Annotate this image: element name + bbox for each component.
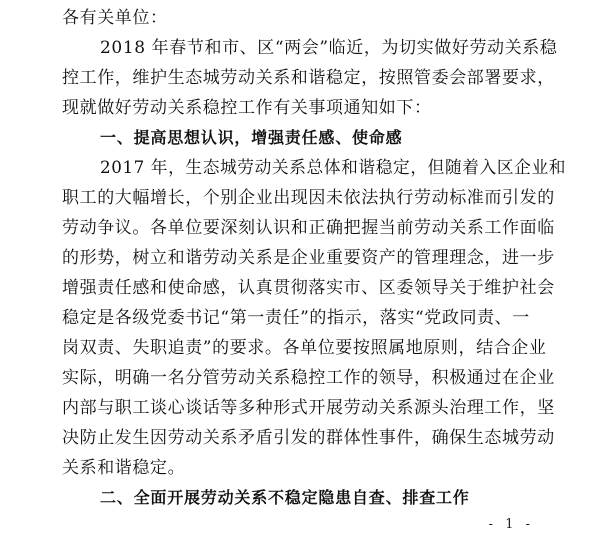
paragraph-line: 稳定是各级党委书记“第一责任”的指示，落实“党政同责、一 <box>62 308 530 328</box>
intro-line: 2018 年春节和市、区“两会”临近，为切实做好劳动关系稳 <box>100 38 558 58</box>
paragraph-line: 2017 年，生态城劳动关系总体和谐稳定，但随着入区企业和 <box>100 158 567 178</box>
paragraph-line: 劳动争议。各单位要深刻认识和正确把握当前劳动关系工作面临 <box>62 218 555 238</box>
paragraph-line: 决防止发生因劳动关系矛盾引发的群体性事件，确保生态城劳动 <box>62 428 555 448</box>
paragraph-line: 增强责任感和使命感，认真贯彻落实市、区委领导关于维护社会 <box>62 278 555 298</box>
section-heading: 一、提高思想认识，增强责任感、使命感 <box>100 128 403 147</box>
paragraph-line: 内部与职工谈心谈话等多种形式开展劳动关系源头治理工作，坚 <box>62 398 555 418</box>
page-number: - 1 - <box>488 517 534 532</box>
paragraph-line: 的形势，树立和谐劳动关系是企业重要资产的管理理念，进一步 <box>62 248 555 268</box>
salutation: 各有关单位： <box>62 8 168 28</box>
paragraph-line: 关系和谐稳定。 <box>62 458 186 478</box>
intro-line: 现就做好劳动关系稳控工作有关事项通知如下： <box>62 98 432 118</box>
paragraph-line: 实际，明确一名分管劳动关系稳控工作的领导，积极通过在企业 <box>62 368 555 388</box>
intro-line: 控工作，维护生态城劳动关系和谐稳定，按照管委会部署要求， <box>62 68 555 88</box>
paragraph-line: 岗双责、失职追责”的要求。各单位要按照属地原则，结合企业 <box>62 338 547 358</box>
paragraph-line: 职工的大幅增长，个别企业出现因未依法执行劳动标准而引发的 <box>62 188 555 208</box>
section-heading: 二、全面开展劳动关系不稳定隐患自查、排查工作 <box>100 488 470 507</box>
